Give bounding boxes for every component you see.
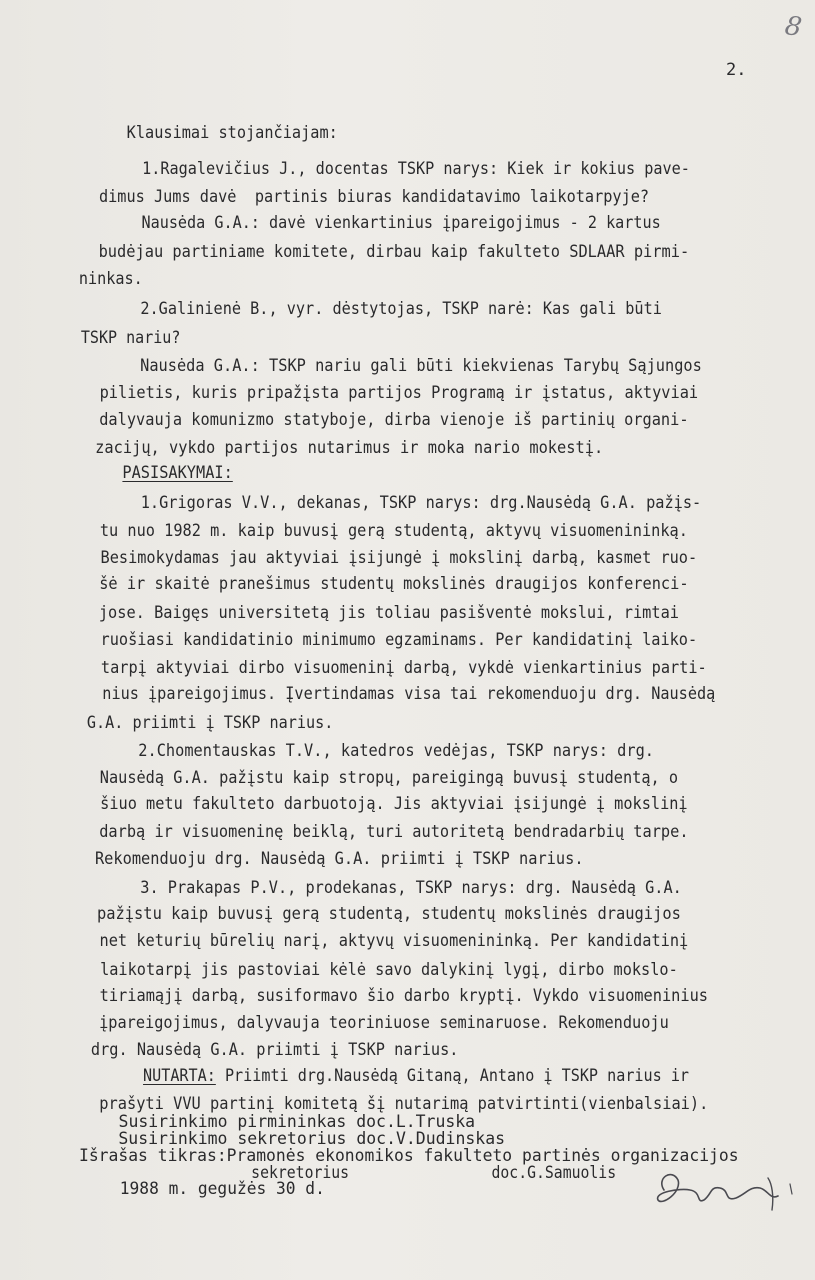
resolution-line-2: prašyti VVU partinį komitetą šį nutarimą patvirtinti(vienbalsiai). xyxy=(99,1094,709,1113)
statement-3-line-4: laikotarpį jis pastoviai kėlė savo dalykinį lygį, dirbo mokslo- xyxy=(100,960,678,979)
statement-2-line-5: Rekomenduoju drg. Nausėdą G.A. priimti į TSKP narius. xyxy=(94,849,584,868)
statement-2-line-4: darbą ir visuomeninę beiklą, turi autoritetą bendradarbių tarpe. xyxy=(99,822,689,841)
resolution-line-1 xyxy=(143,1068,689,1085)
statement-1-line-4: šė ir skaitė pranešimus studentų mokslinės draugijos konferenci- xyxy=(99,574,689,593)
answer-2-line-4: zacijų, vykdo partijos nutarimus ir moka nario mokestį. xyxy=(95,438,604,457)
answer-1-line-3: ninkas. xyxy=(78,269,143,288)
certification-line: Išrašas tikras:Pramonės ekonomikos fakulteto partinės organizacijos xyxy=(78,1146,739,1165)
document-date: 1988 m. gegužės 30 d. xyxy=(119,1179,325,1198)
statement-1-line-8: nius įpareigojimus. Įvertindamas visa tai rekomenduoju drg. Nausėdą xyxy=(102,684,716,703)
question-1-line-2: dimus Jums davė partinis biuras kandidatavimo laikotarpyje? xyxy=(98,187,650,206)
page-number: 2. xyxy=(726,60,747,80)
statement-1-line-6: ruošiasi kandidatinio minimumo egzaminams. Per kandidatinį laiko- xyxy=(100,630,698,649)
statement-3-line-3: net keturių būrelių narį, aktyvų visuomenininką. Per kandidatinį xyxy=(99,931,689,950)
answer-1-line-2: budėjau partiniame komitete, dirbau kaip fakulteto SDLAAR pirmi- xyxy=(98,242,690,261)
statement-3-line-1: 3. Prakapas P.V., prodekanas, TSKP narys: drg. Nausėdą G.A. xyxy=(140,878,682,897)
statement-3-line-5: tiriamąjį darbą, susiformavo šio darbo kryptį. Vykdo visuomeninius xyxy=(99,986,709,1005)
statement-1-line-3: Besimokydamas jau aktyviai įsijungė į mokslinį darbą, kasmet ruo- xyxy=(100,548,698,567)
archive-page-mark: 8 xyxy=(782,10,804,44)
handwritten-signature xyxy=(650,1160,800,1220)
resolution-text: Priimti drg.Nausėdą Gitaną, Antano į TSKP narius ir xyxy=(224,1066,690,1085)
statement-1-line-9: G.A. priimti į TSKP narius. xyxy=(86,713,334,732)
statements-heading: PASISAKYMAI: xyxy=(122,463,233,482)
answer-1-line-1: Nausėda G.A.: davė vienkartinius įpareigojimus - 2 kartus xyxy=(141,213,661,232)
statement-1-line-1: 1.Grigoras V.V., dekanas, TSKP narys: drg.Nausėdą G.A. pažįs- xyxy=(140,493,702,512)
chairman-line: Susirinkimo pirmininkas doc.L.Truska xyxy=(118,1112,476,1131)
statement-2-line-1: 2.Chomentauskas T.V., katedros vedėjas, TSKP narys: drg. xyxy=(138,741,654,760)
question-2-line-1: 2.Galinienė B., vyr. dėstytojas, TSKP narė: Kas gali būti xyxy=(140,299,662,318)
answer-2-line-3: dalyvauja komunizmo statyboje, dirba vienoje iš partinių organi- xyxy=(99,410,689,429)
statement-1-line-2: tu nuo 1982 m. kaip buvusį gerą studentą, aktyvų visuomenininką. xyxy=(99,521,688,540)
statement-3-line-6: įpareigojimus, dalyvauja teoriniuose seminaruose. Rekomenduoju xyxy=(99,1013,669,1032)
resolution-label: NUTARTA: xyxy=(143,1066,216,1085)
question-2-line-2: TSKP nariu? xyxy=(80,328,181,347)
statement-3-line-7: drg. Nausėdą G.A. priimti į TSKP narius. xyxy=(90,1040,459,1059)
answer-2-line-1: Nausėda G.A.: TSKP nariu gali būti kiekvienas Tarybų Sąjungos xyxy=(140,356,702,375)
question-1-line-1: 1.Ragalevičius J., docentas TSKP narys: Kiek ir kokius pave- xyxy=(142,159,690,178)
statement-2-line-2: Nausėdą G.A. pažįstu kaip stropų, pareigingą buvusį studentą, o xyxy=(99,768,679,787)
statement-1-line-5: jose. Baigęs universitetą jis toliau pasišventė mokslui, rimtai xyxy=(98,603,680,622)
statement-2-line-3: šiuo metu fakulteto darbuotoją. Jis aktyviai įsijungė į mokslinį xyxy=(100,794,688,813)
answer-2-line-2: pilietis, kuris pripažįsta partijos Programą ir įstatus, aktyviai xyxy=(99,383,699,402)
certification-signatory-line: sekretorius doc.G.Samuolis xyxy=(251,1163,617,1182)
secretary-line: Susirinkimo sekretorius doc.V.Dudinskas xyxy=(118,1129,506,1148)
statement-3-line-2: pažįstu kaip buvusį gerą studentą, studentų mokslinės draugijos xyxy=(96,904,681,923)
questions-heading: Klausimai stojančiajam: xyxy=(126,123,338,142)
statement-1-line-7: tarpį aktyviai dirbo visuomeninį darbą, vykdė vienkartinius parti- xyxy=(100,658,707,677)
